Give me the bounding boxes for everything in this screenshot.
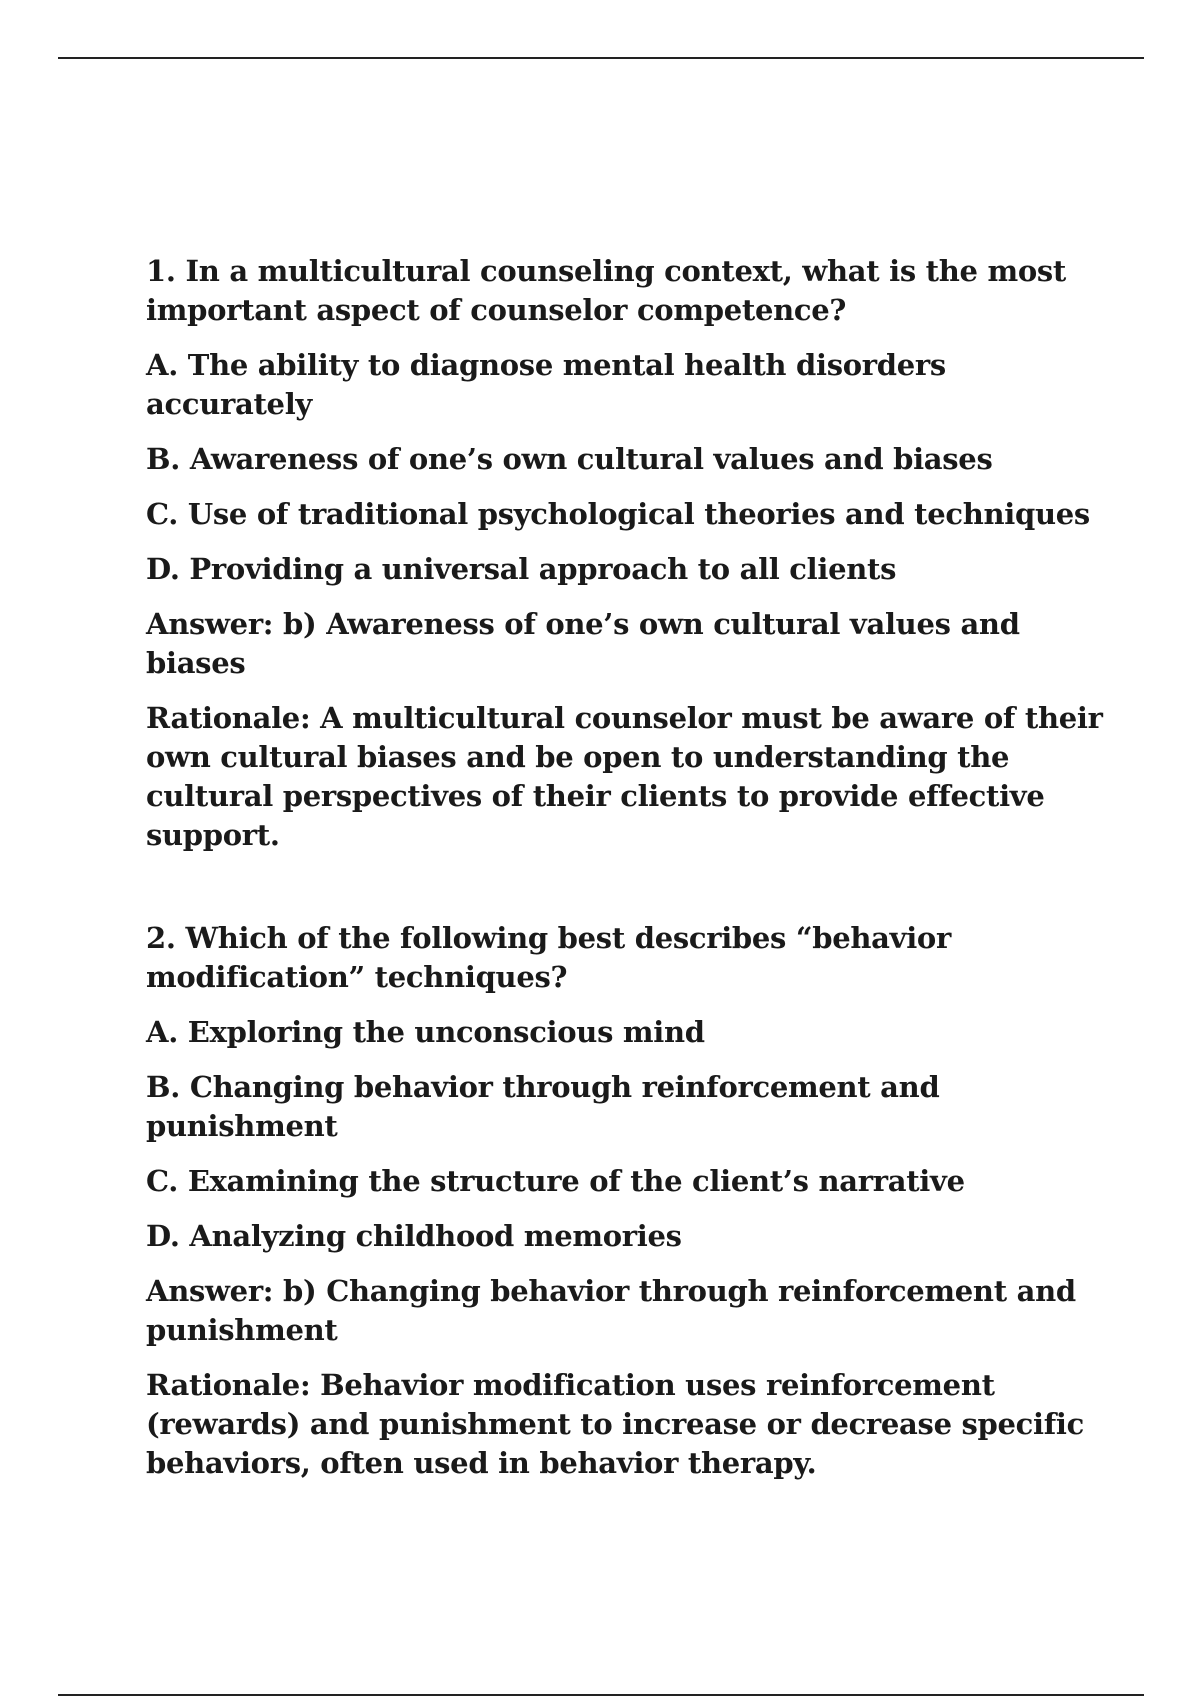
option-text: The ability to diagnose mental health disorders accurately — [146, 348, 946, 421]
option-letter: B. — [146, 1070, 181, 1104]
option-text: Providing a universal approach to all clients — [189, 552, 897, 586]
question-text — [146, 919, 1106, 997]
answer-label: Answer: — [146, 1274, 274, 1308]
option-text: Awareness of one’s own cultural values and biases — [189, 442, 993, 476]
option-letter: A. — [146, 348, 178, 382]
option-a — [146, 346, 1106, 424]
option-text: Examining the structure of the client’s narrative — [187, 1164, 965, 1198]
answer — [146, 1272, 1106, 1350]
rationale-text: A multicultural counselor must be aware of their own cultural biases and be open to understanding the cultural perspectives of their clients to provide effective support. — [146, 701, 1103, 852]
answer-label: Answer: — [146, 607, 274, 641]
option-letter: A. — [146, 1015, 178, 1049]
question-text — [146, 252, 1106, 330]
rationale — [146, 1366, 1106, 1483]
option-letter: D. — [146, 1219, 180, 1253]
document-body — [146, 252, 1106, 1547]
rationale — [146, 699, 1106, 855]
option-d — [146, 1217, 1106, 1256]
question-number: 1. — [146, 254, 176, 288]
question-stem: Which of the following best describes “behavior modification” techniques? — [146, 921, 951, 994]
question-stem: In a multicultural counseling context, what is the most important aspect of counselor competence? — [146, 254, 1067, 327]
option-b — [146, 440, 1106, 479]
option-letter: C. — [146, 1164, 179, 1198]
rationale-text: Behavior modification uses reinforcement (rewards) and punishment to increase or decrease specific behaviors, often used in behavior therapy. — [146, 1368, 1085, 1480]
option-text: Changing behavior through reinforcement and punishment — [146, 1070, 940, 1143]
question-number: 2. — [146, 921, 176, 955]
footer-rule — [58, 1694, 1144, 1696]
rationale-label: Rationale: — [146, 701, 311, 735]
header-rule — [58, 57, 1144, 59]
option-d — [146, 550, 1106, 589]
answer-text: b) Awareness of one’s own cultural values and biases — [146, 607, 1020, 680]
option-b — [146, 1068, 1106, 1146]
rationale-label: Rationale: — [146, 1368, 311, 1402]
option-text: Analyzing childhood memories — [189, 1219, 682, 1253]
answer-text: b) Changing behavior through reinforcement and punishment — [146, 1274, 1076, 1347]
option-letter: B. — [146, 442, 181, 476]
option-a — [146, 1013, 1106, 1052]
option-text: Exploring the unconscious mind — [187, 1015, 705, 1049]
question-2 — [146, 919, 1106, 1483]
option-c — [146, 1162, 1106, 1201]
answer — [146, 605, 1106, 683]
option-letter: C. — [146, 497, 179, 531]
question-1 — [146, 252, 1106, 855]
option-letter: D. — [146, 552, 180, 586]
option-text: Use of traditional psychological theories and techniques — [187, 497, 1090, 531]
option-c — [146, 495, 1106, 534]
